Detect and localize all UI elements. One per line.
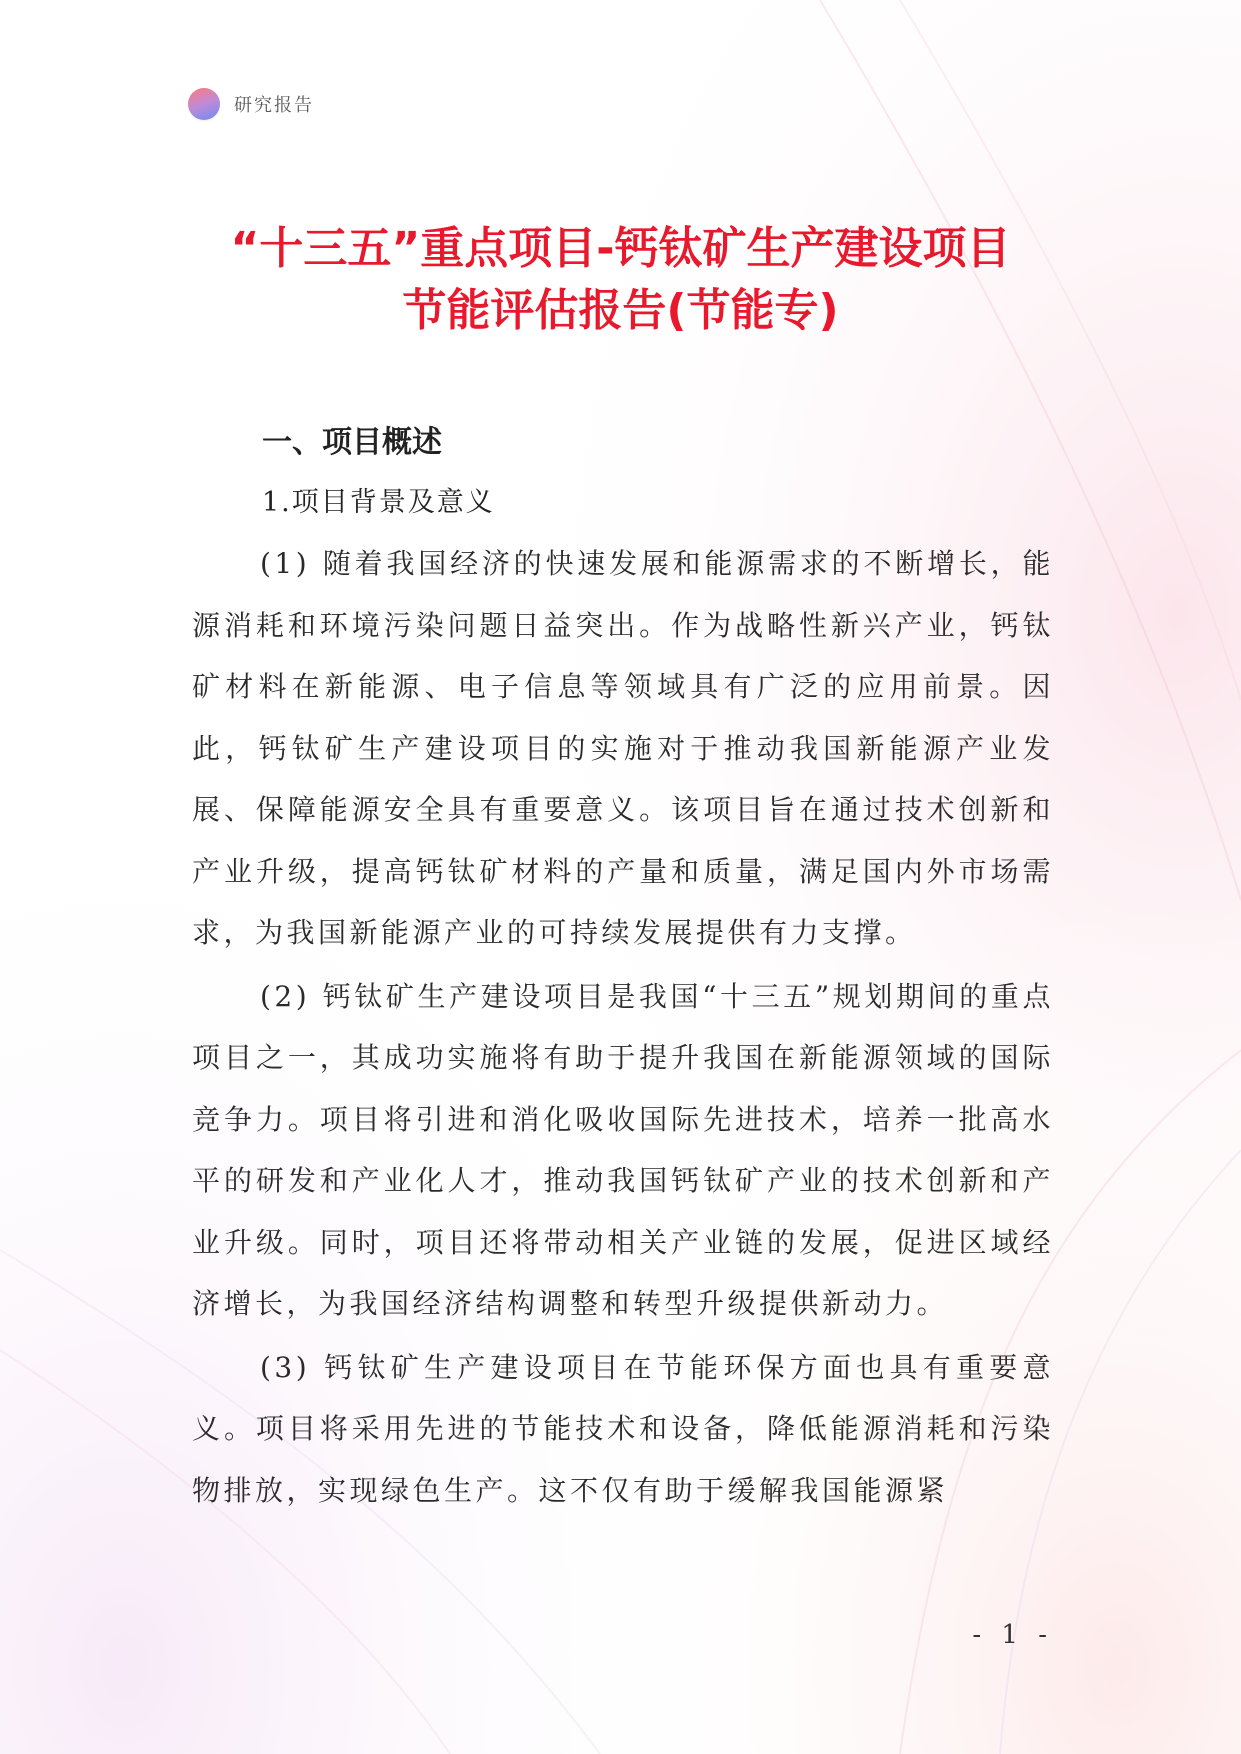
paragraph-1: (1) 随着我国经济的快速发展和能源需求的不断增长，能源消耗和环境污染问题日益突出。作为战略性新兴产业，钙钛矿材料在新能源、电子信息等领域具有广泛的应用前景。因此，钙钛矿生产建设项目的实施对于推动我国新能源产业发展、保障能源安全具有重要意义。该项目旨在通过技术创新和产业升级，提高钙钛矿材料的产量和质量，满足国内外市场需求，为我国新能源产业的可持续发展提供有力支撑。 [192,547,1054,949]
report-header [188,88,314,120]
paragraph-3: (3) 钙钛矿生产建设项目在节能环保方面也具有重要意义。项目将采用先进的节能技术和设备，降低能源消耗和污染物排放，实现绿色生产。这不仅有助于缓解我国能源紧 [192,1350,1054,1507]
sub-heading: 1.项目背景及意义 [262,487,495,518]
document-body [192,415,1054,1521]
paragraph-2: (2) 钙钛矿生产建设项目是我国“十三五”规划期间的重点项目之一，其成功实施将有助于提升我国在新能源领域的国际竞争力。项目将引进和消化吸收国际先进技术，培养一批高水平的研发和产业化人才，推动我国钙钛矿产业的技术创新和产业升级。同时，项目还将带动相关产业链的发展，促进区域经济增长，为我国经济结构调整和转型升级提供新动力。 [192,979,1054,1320]
report-logo-icon [188,88,220,120]
document-title [0,218,1241,342]
page-number: - 1 - [972,1620,1053,1650]
title-line-2: 节能评估报告(节能专) [402,285,839,336]
header-label: 研究报告 [234,95,314,116]
section-heading: 一、项目概述 [262,425,442,460]
title-line-1: “十三五”重点项目-钙钛矿生产建设项目 [230,223,1011,274]
